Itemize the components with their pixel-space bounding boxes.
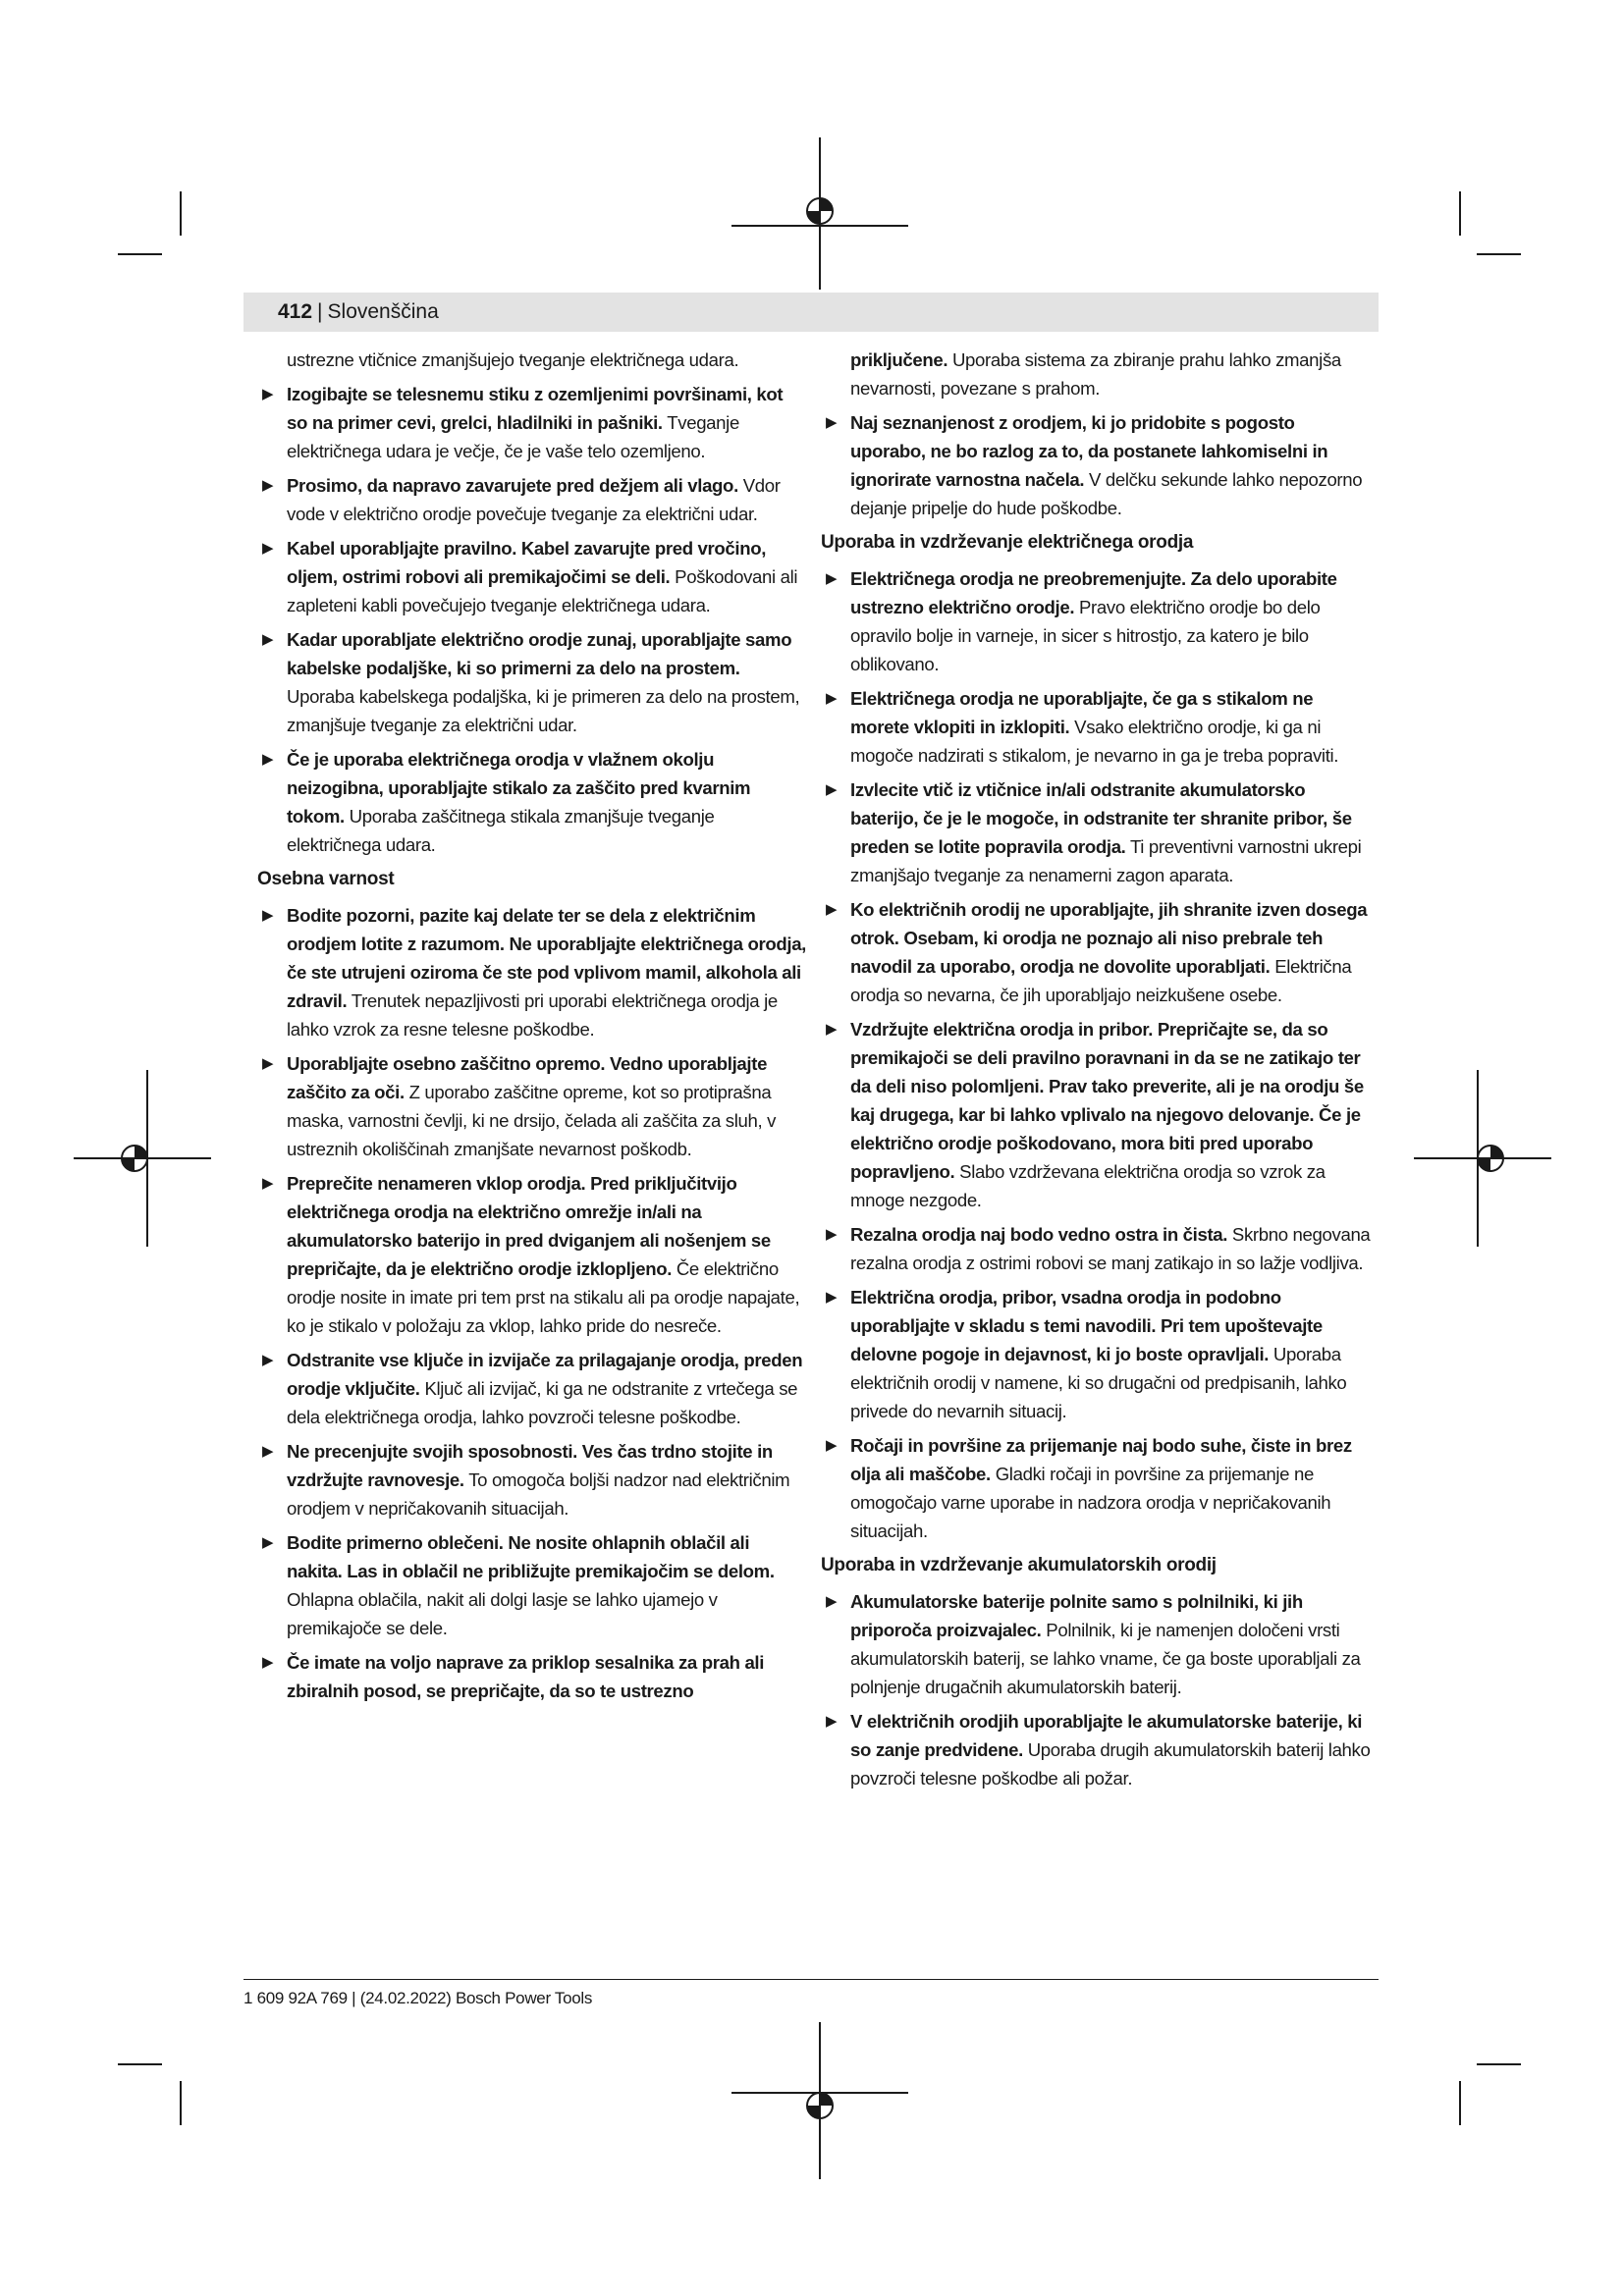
list-item: [821, 684, 1371, 770]
bullet-icon: ▶: [826, 570, 838, 587]
bullet-icon: ▶: [826, 1021, 838, 1038]
list-item: [257, 534, 807, 619]
safety-list: [257, 380, 807, 859]
item-text: Ohlapna oblačila, nakit ali dolgi lasje se lahko ujamejo v premikajoče se dele.: [287, 1589, 718, 1638]
item-text: Gladki ročaji in površine za prijemanje ne omogočajo varne uporabe in nadzora orodja v nepričakovanih situacijah.: [850, 1464, 1331, 1541]
item-bold-text: V električnih orodjih uporabljajte le akumulatorske baterije, ki so zanje predvidene.: [850, 1711, 1363, 1760]
list-item: [821, 775, 1371, 889]
list-item: [257, 745, 807, 859]
crop-mark: [180, 2081, 182, 2125]
section-heading: Uporaba in vzdrževanje akumulatorskih orodij: [821, 1555, 1217, 1575]
continued-bold-text: priključene.: [850, 349, 948, 370]
item-text: Polnilnik, ki je namenjen določeni vrsti akumulatorskih baterij, se lahko vname, če ga boste uporabljali za polnjenje drugačnih akumulatorskih baterij.: [850, 1620, 1361, 1697]
item-text: Uporaba zaščitnega stikala zmanjšuje tveganje električnega udara.: [287, 806, 715, 855]
item-text: Poškodovani ali zapleteni kabli povečujejo tveganje električnega udara.: [287, 566, 798, 615]
page-number: 412: [278, 300, 313, 323]
crop-mark: [180, 191, 182, 236]
item-text: Tveganje električnega udara je večje, če je vaše telo ozemljeno.: [287, 412, 739, 461]
item-bold-text: Izvlecite vtič iz vtičnice in/ali odstranite akumulatorsko baterijo, če je le mogoče, in odstranite ter shranite pribor, še preden se lotite popravila orodja.: [850, 779, 1352, 857]
crop-mark: [1477, 2063, 1521, 2065]
header-language: Slovenščina: [327, 300, 439, 323]
bullet-icon: ▶: [826, 1713, 838, 1730]
bullet-icon: ▶: [262, 907, 274, 924]
crop-mark: [118, 2063, 162, 2065]
bullet-icon: ▶: [262, 631, 274, 648]
registration-mark-icon: [731, 2022, 908, 2179]
list-item: [257, 1346, 807, 1431]
item-bold-text: Akumulatorske baterije polnite samo s polnilniki, ki jih priporoča proizvajalec.: [850, 1591, 1303, 1640]
list-item: [821, 1431, 1371, 1545]
continued-text: ustrezne vtičnice zmanjšujejo tveganje električnega udara.: [287, 349, 739, 370]
list-item: [821, 1587, 1371, 1701]
item-text: Ključ ali izvijač, ki ga ne odstranite z vrtečega se dela električnega orodja, lahko povzroči telesne poškodbe.: [287, 1378, 798, 1427]
bullet-icon: ▶: [826, 1593, 838, 1610]
bullet-icon: ▶: [262, 477, 274, 494]
right-column: [821, 346, 1371, 1798]
footer-divider: [244, 1979, 1379, 1980]
safety-list: [821, 1587, 1371, 1792]
bullet-icon: ▶: [262, 540, 274, 557]
item-text: Uporaba električnih orodij v namene, ki so drugačni od predpisanih, lahko privede do nevarnih situacij.: [850, 1344, 1347, 1421]
registration-mark-icon: [74, 1070, 211, 1247]
item-bold-text: Če je uporaba električnega orodja v vlažnem okolju neizogibna, uporabljajte stikalo za zaščito pred kvarnim tokom.: [287, 749, 751, 827]
item-text: Pravo električno orodje bo delo opravilo bolje in varneje, in sicer s hitrostjo, za katero je bilo oblikovano.: [850, 597, 1321, 674]
bullet-icon: ▶: [262, 1175, 274, 1192]
continued-plain-text: Uporaba sistema za zbiranje prahu lahko zmanjša nevarnosti, povezane s prahom.: [850, 349, 1341, 399]
item-text: Uporaba drugih akumulatorskih baterij lahko povzroči telesne poškodbe ali požar.: [850, 1739, 1371, 1789]
crop-mark: [118, 253, 162, 255]
registration-mark-icon: [1414, 1070, 1551, 1247]
bullet-icon: ▶: [826, 414, 838, 431]
list-item: [821, 564, 1371, 678]
list-item: [257, 1528, 807, 1642]
list-item: [821, 1283, 1371, 1425]
item-bold-text: Odstranite vse ključe in izvijače za prilagajanje orodja, preden orodje vključite.: [287, 1350, 803, 1399]
list-item: [257, 380, 807, 465]
list-item: [821, 1707, 1371, 1792]
list-item: [257, 1648, 807, 1705]
safety-list: [257, 901, 807, 1705]
list-item: [257, 1169, 807, 1340]
item-bold-text: Preprečite nenameren vklop orodja. Pred priključitvijo električnega orodja na električno omrežje in/ali na akumulatorsko baterijo in pred dviganjem ali nošenjem se prepričajte, da je električno orodje izklopljeno.: [287, 1173, 771, 1279]
section-heading: Uporaba in vzdrževanje električnega orodja: [821, 532, 1194, 553]
item-bold-text: Kabel uporabljajte pravilno. Kabel zavarujte pred vročino, oljem, ostrimi robovi ali premikajočimi se deli.: [287, 538, 767, 587]
bullet-icon: ▶: [826, 1437, 838, 1454]
list-item: [257, 1437, 807, 1522]
item-bold-text: Prosimo, da napravo zavarujete pred dežjem ali vlago.: [287, 475, 738, 496]
bullet-icon: ▶: [262, 1352, 274, 1368]
bullet-icon: ▶: [262, 1443, 274, 1460]
item-bold-text: Ročaji in površine za prijemanje naj bodo suhe, čiste in brez olja ali maščobe.: [850, 1435, 1352, 1484]
continued-text: [821, 346, 1371, 402]
item-bold-text: Električnega orodja ne preobremenjujte. Za delo uporabite ustrezno električno orodje.: [850, 568, 1337, 617]
bullet-icon: ▶: [262, 751, 274, 768]
list-item: [257, 1049, 807, 1163]
item-bold-text: Električna orodja, pribor, vsadna orodja in podobno uporabljajte v skladu s temi navodili. Pri tem upoštevajte delovne pogoje in dejavnost, ki jo boste opravljali.: [850, 1287, 1323, 1364]
bullet-icon: ▶: [262, 1055, 274, 1072]
list-item: [821, 895, 1371, 1009]
safety-list: [821, 408, 1371, 522]
bullet-icon: ▶: [826, 901, 838, 918]
item-text: Z uporabo zaščitne opreme, kot so protiprašna maska, varnostni čevlji, ki ne drsijo, čelada ali zaščita za sluh, v ustreznih okoliščinah zmanjšate nevarnost poškodb.: [287, 1082, 777, 1159]
bullet-icon: ▶: [826, 1226, 838, 1243]
item-bold-text: Bodite pozorni, pazite kaj delate ter se dela z električnim orodjem lotite z razumom. Ne uporabljajte električnega orodja, če ste utrujeni oziroma če ste pod vplivom mamil, alkohola ali zdravil.: [287, 905, 806, 1011]
item-bold-text: Ne precenjujte svojih sposobnosti. Ves čas trdno stojite in vzdržujte ravnovesje.: [287, 1441, 773, 1490]
crop-mark: [1459, 191, 1461, 236]
item-bold-text: Naj seznanjenost z orodjem, ki jo pridobite s pogosto uporabo, ne bo razlog za to, da postanete lahkomiselni in ignorirate varnostna načela.: [850, 412, 1328, 490]
bullet-icon: ▶: [262, 1534, 274, 1551]
bullet-icon: ▶: [826, 781, 838, 798]
item-text: Slabo vzdrževana električna orodja so vzrok za mnoge nezgode.: [850, 1161, 1326, 1210]
item-bold-text: Bodite primerno oblečeni. Ne nosite ohlapnih oblačil ali nakita. Las in oblačil ne približujte premikajočim se delom.: [287, 1532, 775, 1581]
item-text: Električna orodja so nevarna, če jih uporabljajo neizkušene osebe.: [850, 956, 1352, 1005]
item-text: V delčku sekunde lahko nepozorno dejanje pripelje do hude poškodbe.: [850, 469, 1363, 518]
item-bold-text: Uporabljajte osebno zaščitno opremo. Vedno uporabljajte zaščito za oči.: [287, 1053, 768, 1102]
item-bold-text: Če imate na voljo naprave za priklop sesalnika za prah ali zbiralnih posod, se prepričajte, da so te ustrezno: [287, 1652, 765, 1701]
left-column: [257, 346, 807, 1711]
crop-mark: [1477, 253, 1521, 255]
item-text: To omogoča boljši nadzor nad električnim orodjem v nepričakovanih situacijah.: [287, 1469, 790, 1519]
item-bold-text: Vzdržujte električna orodja in pribor. Prepričajte se, da so premikajoči se deli pravilno poravnani in da se ne zatikajo ter da deli niso polomljeni. Prav tako preverite, ali je na orodju še kaj drugega, kar bi lahko vplivalo na njegovo delovanje. Če je električno orodje poškodovano, mora biti pred uporabo popravljeno.: [850, 1019, 1364, 1182]
bullet-icon: ▶: [262, 1654, 274, 1671]
list-item: [257, 625, 807, 739]
item-bold-text: Ko električnih orodij ne uporabljajte, jih shranite izven dosega otrok. Osebam, ki orodja ne poznajo ali niso prebrale teh navodil za uporabo, orodja ne dovolite uporabljati.: [850, 899, 1368, 977]
bullet-icon: ▶: [262, 386, 274, 402]
item-text: Skrbno negovana rezalna orodja z ostrimi robovi se manj zatikajo in so lažje vodljiva.: [850, 1224, 1371, 1273]
safety-list: [821, 564, 1371, 1545]
page-header: [244, 293, 1379, 332]
item-text: Uporaba kabelskega podaljška, ki je primeren za delo na prostem, zmanjšuje tveganje za električni udar.: [287, 686, 800, 735]
list-item: [821, 408, 1371, 522]
section-heading: Osebna varnost: [257, 869, 395, 889]
item-bold-text: Rezalna orodja naj bodo vedno ostra in čista.: [850, 1224, 1228, 1245]
item-text: Ti preventivni varnostni ukrepi zmanjšajo tveganje za nenamerni zagon aparata.: [850, 836, 1362, 885]
bullet-icon: ▶: [826, 1289, 838, 1306]
bullet-icon: ▶: [826, 690, 838, 707]
item-bold-text: Električnega orodja ne uporabljajte, če ga s stikalom ne morete vklopiti in izklopiti.: [850, 688, 1314, 737]
list-item: [821, 1015, 1371, 1214]
list-item: [257, 901, 807, 1043]
list-item: [821, 1220, 1371, 1277]
crop-mark: [1459, 2081, 1461, 2125]
item-bold-text: Izogibajte se telesnemu stiku z ozemljenimi površinami, kot so na primer cevi, grelci, hladilniki in pašniki.: [287, 384, 784, 433]
item-text: Vsako električno orodje, ki ga ni mogoče nadzirati s stikalom, je nevarno in ga je treba popraviti.: [850, 717, 1339, 766]
list-item: [257, 471, 807, 528]
item-text: Trenutek nepazljivosti pri uporabi električnega orodja je lahko vzrok za resne telesne poškodbe.: [287, 990, 778, 1040]
registration-mark-icon: [731, 137, 908, 294]
page-footer: 1 609 92A 769 | (24.02.2022) Bosch Power Tools: [244, 1989, 593, 2007]
item-text: Če električno orodje nosite in imate pri tem prst na stikalu ali pa orodje napajate, ko je stikalo v položaju za vklop, lahko pride do nesreče.: [287, 1258, 800, 1336]
item-text: Vdor vode v električno orodje povečuje tveganje za električni udar.: [287, 475, 781, 524]
header-separator: |: [317, 300, 323, 323]
item-bold-text: Kadar uporabljate električno orodje zunaj, uporabljajte samo kabelske podaljške, ki so primerni za delo na prostem.: [287, 629, 792, 678]
